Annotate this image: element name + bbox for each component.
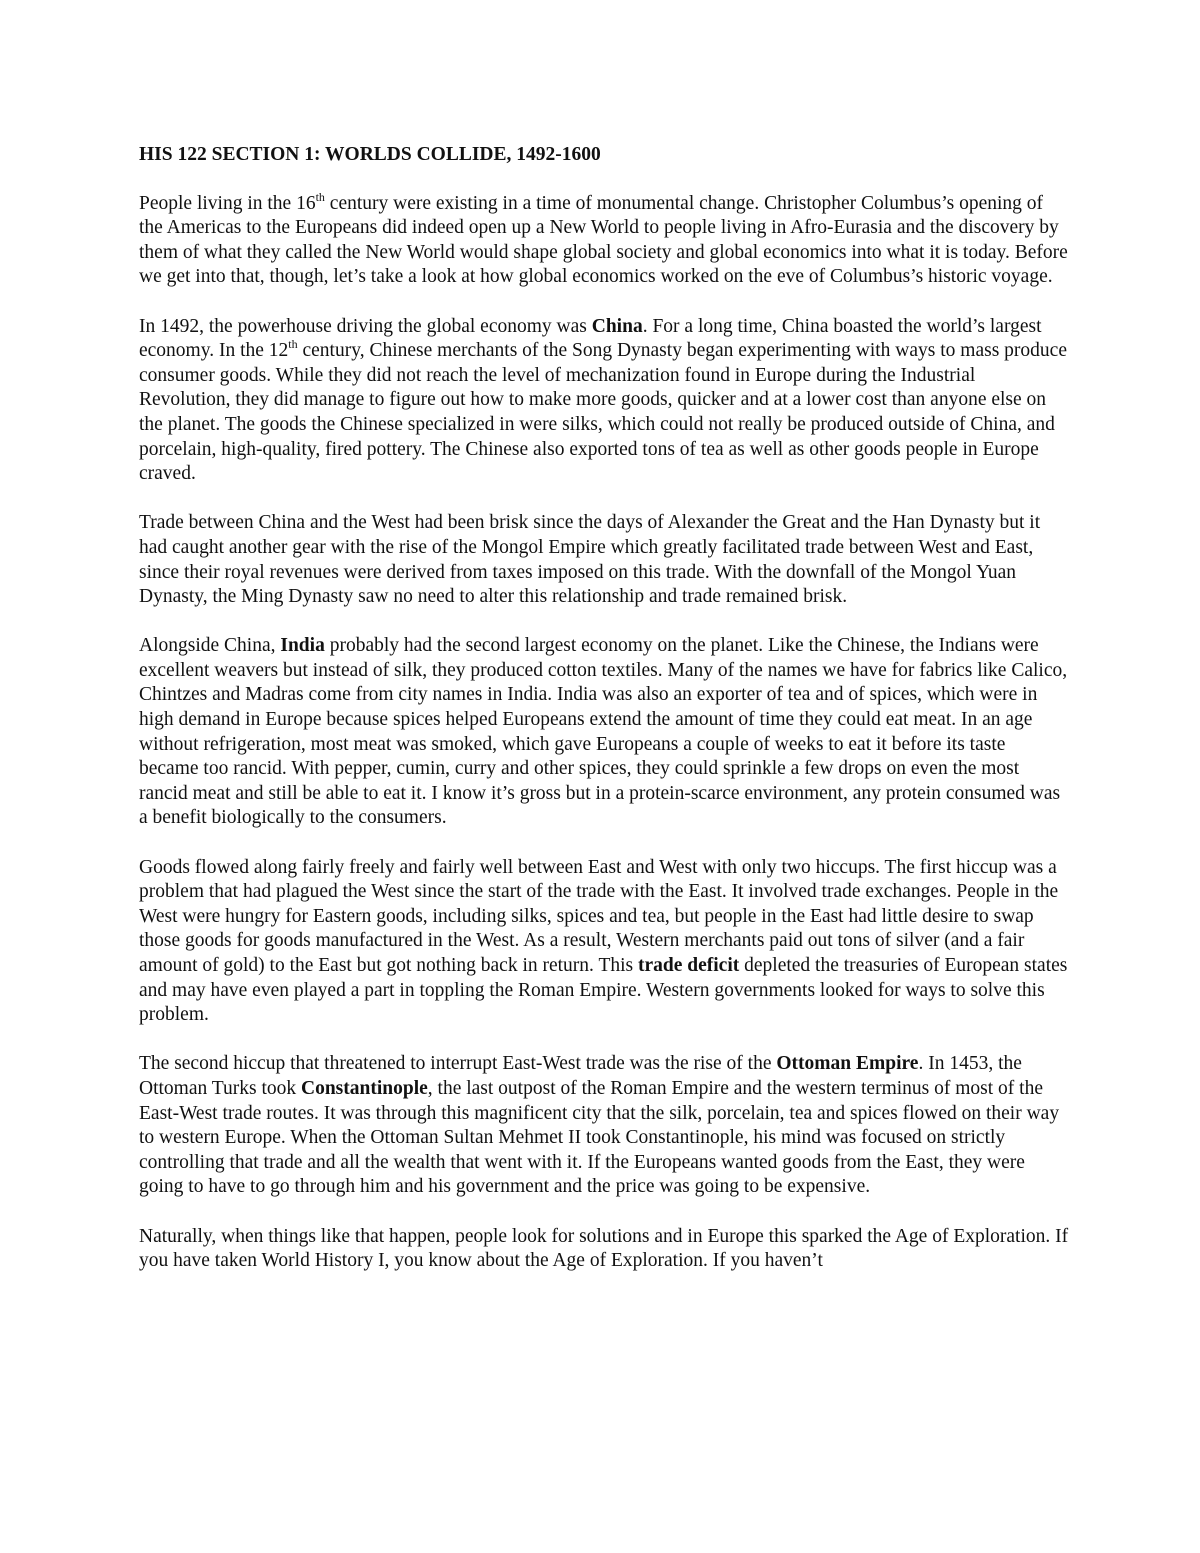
- paragraph-5-text-b: depleted the treasuries of European states and may have even played a part in toppling the Roman Empire. Western governments looked for ways to solve this problem.: [139, 955, 1068, 1026]
- paragraph-1-text-b: century were existing in a time of monumental change. Christopher Columbus’s opening of the Americas to the Europeans did indeed open up a New World to people living in Afro-Eurasia and the discovery by them of what they called the New World would shape global society and global economics into what it is today. Before we get into that, though, let’s take a look at how global economics worked on the eve of Columbus’s historic voyage.: [139, 192, 1068, 288]
- paragraph-4: [139, 634, 1069, 831]
- paragraph-2-text-c: century, Chinese merchants of the Song Dynasty began experimenting with ways to mass produce consumer goods. While they did not reach the level of mechanization found in Europe during the Industrial Revolution, they did manage to figure out how to make more goods, quicker and at a lower cost than anyone else on the planet. The goods the Chinese specialized in were silks, which could not really be produced outside of China, and porcelain, high-quality, fired pottery. The Chinese also exported tons of tea as well as other goods people in Europe craved.: [139, 340, 1067, 485]
- paragraph-2-text-b: . For a long time, China boasted the world’s largest economy. In the 12: [139, 315, 1042, 362]
- ordinal-suffix: th: [315, 189, 325, 204]
- ordinal-suffix: th: [288, 337, 298, 352]
- paragraph-5: [139, 856, 1069, 1028]
- paragraph-6-text-b: . In 1453, the Ottoman Turks took: [139, 1053, 1022, 1099]
- paragraph-4-text-b: probably had the second largest economy on the planet. Like the Chinese, the Indians were excellent weavers but instead of silk, they produced cotton textiles. Many of the names we have for fabrics like Calico, Chintzes and Madras come from city names in India. India was also an exporter of tea and of spices, which were in high demand in Europe because spices helped Europeans extend the amount of time they could eat meat. In an age without refrigeration, most meat was smoked, which gave Europeans a couple of weeks to eat it before its taste became too rancid. With pepper, cumin, curry and other spices, they could sprinkle a few drops on even the most rancid meat and still be able to eat it. I know it’s gross but in a protein-scarce environment, any protein consumed was a benefit biologically to the consumers.: [139, 635, 1068, 829]
- bold-term-ottoman-empire: Ottoman Empire: [776, 1053, 919, 1075]
- paragraph-4-text-a: Alongside China,: [139, 635, 281, 657]
- document-body: [139, 143, 1069, 1298]
- bold-term-china: China: [591, 315, 643, 337]
- paragraph-5-text-a: Goods flowed along fairly freely and fairly well between East and West with only two hiccups. The first hiccup was a problem that had plagued the West since the start of the trade with the East. It involved trade exchanges. People in the West were hungry for Eastern goods, including silks, spices and tea, but people in the East had little desire to swap those goods for goods manufactured in the West. As a result, Western merchants paid out tons of silver (and a fair amount of gold) to the East but got nothing back in return. This: [139, 856, 1059, 976]
- paragraph-1-text-a: People living in the 16: [139, 192, 316, 214]
- bold-term-trade-deficit: trade deficit: [637, 955, 740, 976]
- paragraph-6-text-c: , the last outpost of the Roman Empire and the western terminus of most of the East-West trade routes. It was through this magnificent city that the silk, porcelain, tea and spices flowed on their way to western Europe. When the Ottoman Sultan Mehmet II took Constantinople, his mind was focused on strictly controlling that trade and all the wealth that went with it. If the Europeans wanted goods from the East, they were going to have to go through him and his government and the price was going to be expensive.: [139, 1077, 1060, 1198]
- document-title: HIS 122 SECTION 1: WORLDS COLLIDE, 1492-1600: [139, 144, 601, 165]
- paragraph-2-text-a: In 1492, the powerhouse driving the global economy was: [139, 315, 592, 337]
- bold-term-constantinople: Constantinople: [301, 1077, 428, 1099]
- bold-term-india: India: [280, 635, 325, 657]
- paragraph-1: [139, 189, 1069, 290]
- paragraph-2: [139, 315, 1069, 487]
- paragraph-6-text-a: The second hiccup that threatened to interrupt East-West trade was the rise of the: [139, 1053, 777, 1075]
- paragraph-7: Naturally, when things like that happen, people look for solutions and in Europe this sparked the Age of Exploration. If you have taken World History I, you know about the Age of Exploration. If you haven’t: [139, 1225, 1069, 1272]
- paragraph-6: [139, 1052, 1069, 1200]
- paragraph-3: Trade between China and the West had been brisk since the days of Alexander the Great and the Han Dynasty but it had caught another gear with the rise of the Mongol Empire which greatly facilitated trade between West and East, since their royal revenues were derived from taxes imposed on this trade. With the downfall of the Mongol Yuan Dynasty, the Ming Dynasty saw no need to alter this relationship and trade remained brisk.: [139, 512, 1041, 608]
